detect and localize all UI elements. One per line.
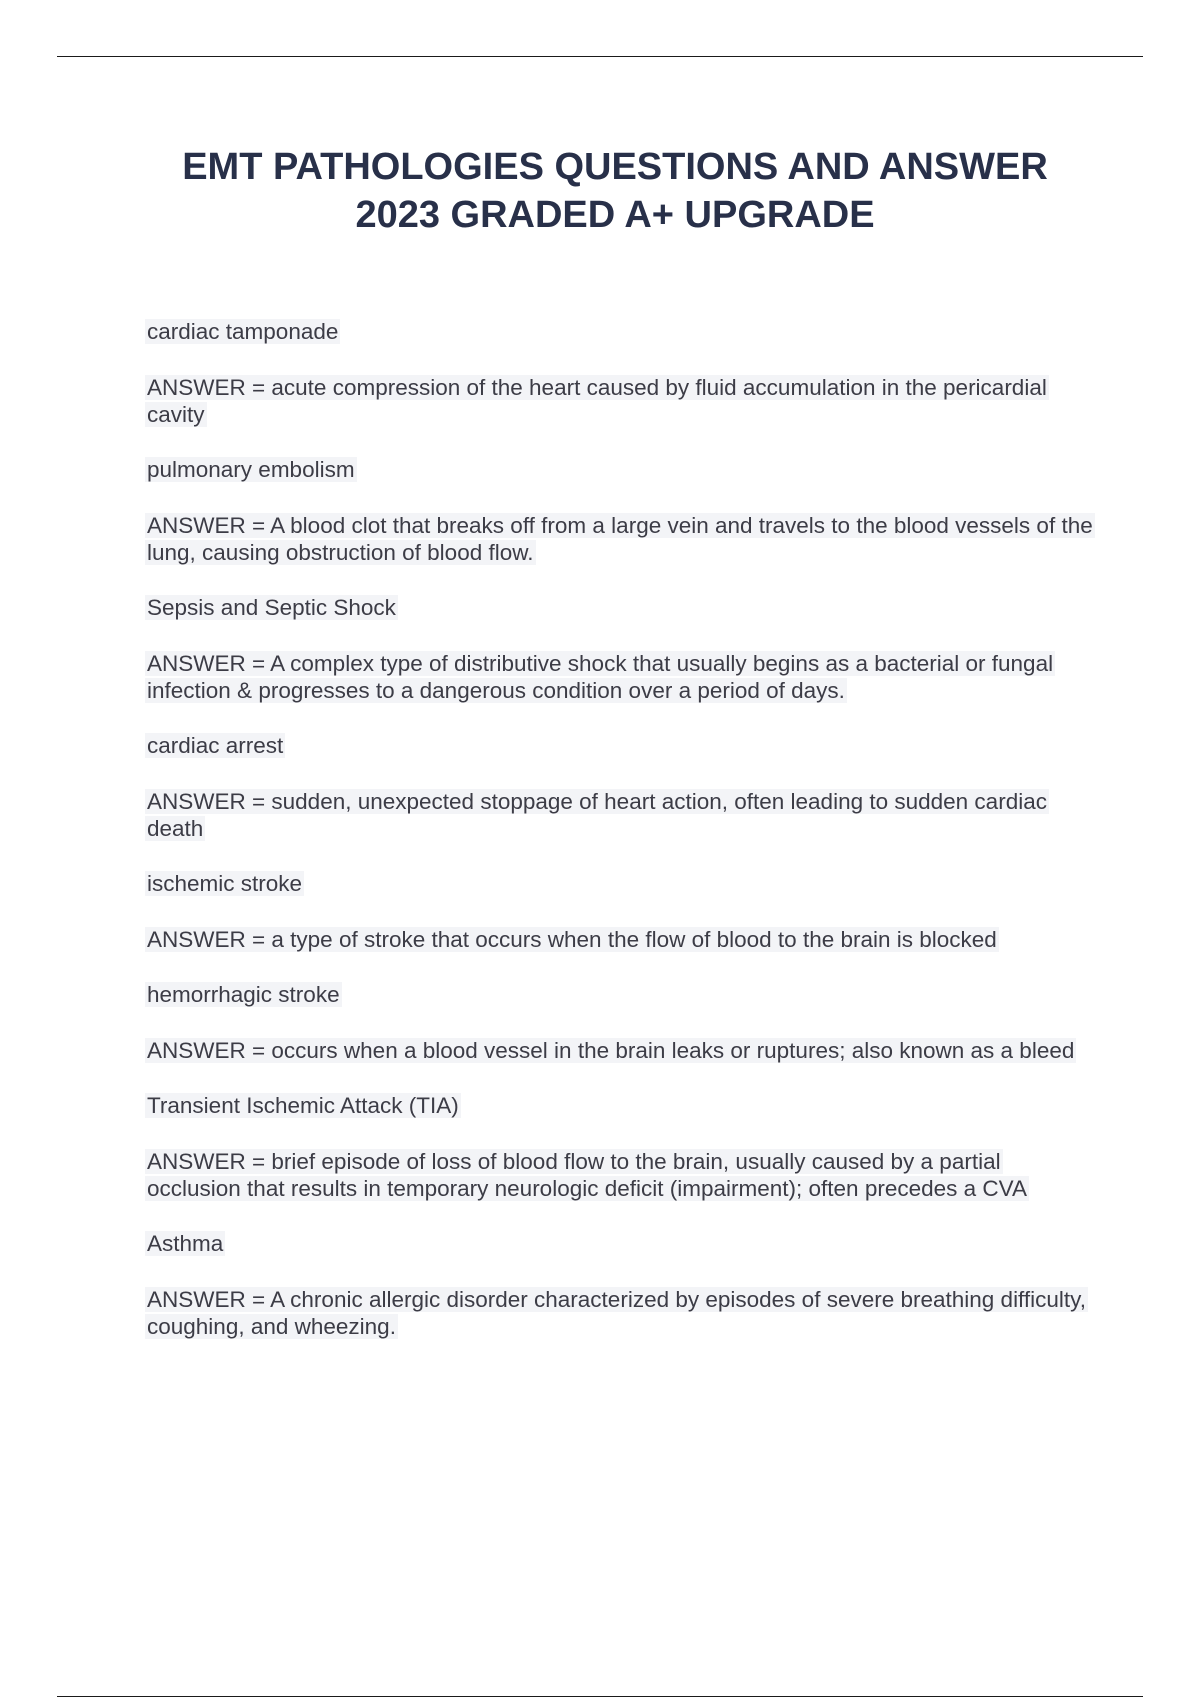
qa-item bbox=[145, 732, 1095, 870]
answer-text bbox=[145, 926, 1095, 981]
answer-text-content: ANSWER = A chronic allergic disorder characterized by episodes of severe breathing difficulty, coughing, and wheezing. bbox=[147, 1287, 1087, 1339]
qa-item bbox=[145, 1230, 1095, 1368]
question-term bbox=[145, 981, 1095, 1037]
question-term bbox=[145, 1230, 1095, 1286]
title-line-2: 2023 GRADED A+ UPGRADE bbox=[355, 194, 875, 236]
title-line-1: EMT PATHOLOGIES QUESTIONS AND ANSWER bbox=[182, 146, 1048, 188]
question-term bbox=[145, 870, 1095, 926]
qa-item bbox=[145, 318, 1095, 456]
question-term bbox=[145, 732, 1095, 788]
question-term-text: Transient Ischemic Attack (TIA) bbox=[147, 1093, 459, 1118]
bottom-rule bbox=[57, 1696, 1143, 1697]
question-term-text: cardiac tamponade bbox=[147, 319, 339, 344]
qa-item bbox=[145, 594, 1095, 732]
question-term-text: Asthma bbox=[147, 1231, 224, 1256]
document-title bbox=[100, 143, 1130, 239]
qa-item bbox=[145, 870, 1095, 981]
answer-text-content: ANSWER = acute compression of the heart caused by fluid accumulation in the pericardial cavity bbox=[147, 375, 1047, 427]
qa-list bbox=[145, 318, 1095, 1368]
question-term-text: hemorrhagic stroke bbox=[147, 982, 340, 1007]
question-term bbox=[145, 456, 1095, 512]
answer-text bbox=[145, 1286, 1095, 1368]
answer-text bbox=[145, 1037, 1095, 1092]
answer-text bbox=[145, 650, 1095, 732]
answer-text-content: ANSWER = A blood clot that breaks off from a large vein and travels to the blood vessels of the lung, causing obstruction of blood flow. bbox=[147, 513, 1093, 565]
answer-text-content: ANSWER = brief episode of loss of blood flow to the brain, usually caused by a partial occlusion that results in temporary neurologic deficit (impairment); often precedes a CVA bbox=[147, 1149, 1027, 1201]
answer-text-content: ANSWER = occurs when a blood vessel in the brain leaks or ruptures; also known as a bleed bbox=[147, 1038, 1075, 1063]
question-term bbox=[145, 318, 1095, 374]
top-rule bbox=[57, 56, 1143, 57]
question-term-text: pulmonary embolism bbox=[147, 457, 355, 482]
answer-text-content: ANSWER = sudden, unexpected stoppage of heart action, often leading to sudden cardiac death bbox=[147, 789, 1047, 841]
question-term-text: cardiac arrest bbox=[147, 733, 284, 758]
question-term-text: ischemic stroke bbox=[147, 871, 303, 896]
question-term bbox=[145, 1092, 1095, 1148]
answer-text bbox=[145, 1148, 1095, 1230]
answer-text bbox=[145, 788, 1095, 870]
answer-text-content: ANSWER = a type of stroke that occurs when the flow of blood to the brain is blocked bbox=[147, 927, 997, 952]
answer-text bbox=[145, 512, 1095, 594]
qa-item bbox=[145, 981, 1095, 1092]
qa-item bbox=[145, 1092, 1095, 1230]
question-term bbox=[145, 594, 1095, 650]
question-term-text: Sepsis and Septic Shock bbox=[147, 595, 396, 620]
answer-text bbox=[145, 374, 1095, 456]
answer-text-content: ANSWER = A complex type of distributive shock that usually begins as a bacterial or fungal infection & progresses to a dangerous condition over a period of days. bbox=[147, 651, 1054, 703]
qa-item bbox=[145, 456, 1095, 594]
